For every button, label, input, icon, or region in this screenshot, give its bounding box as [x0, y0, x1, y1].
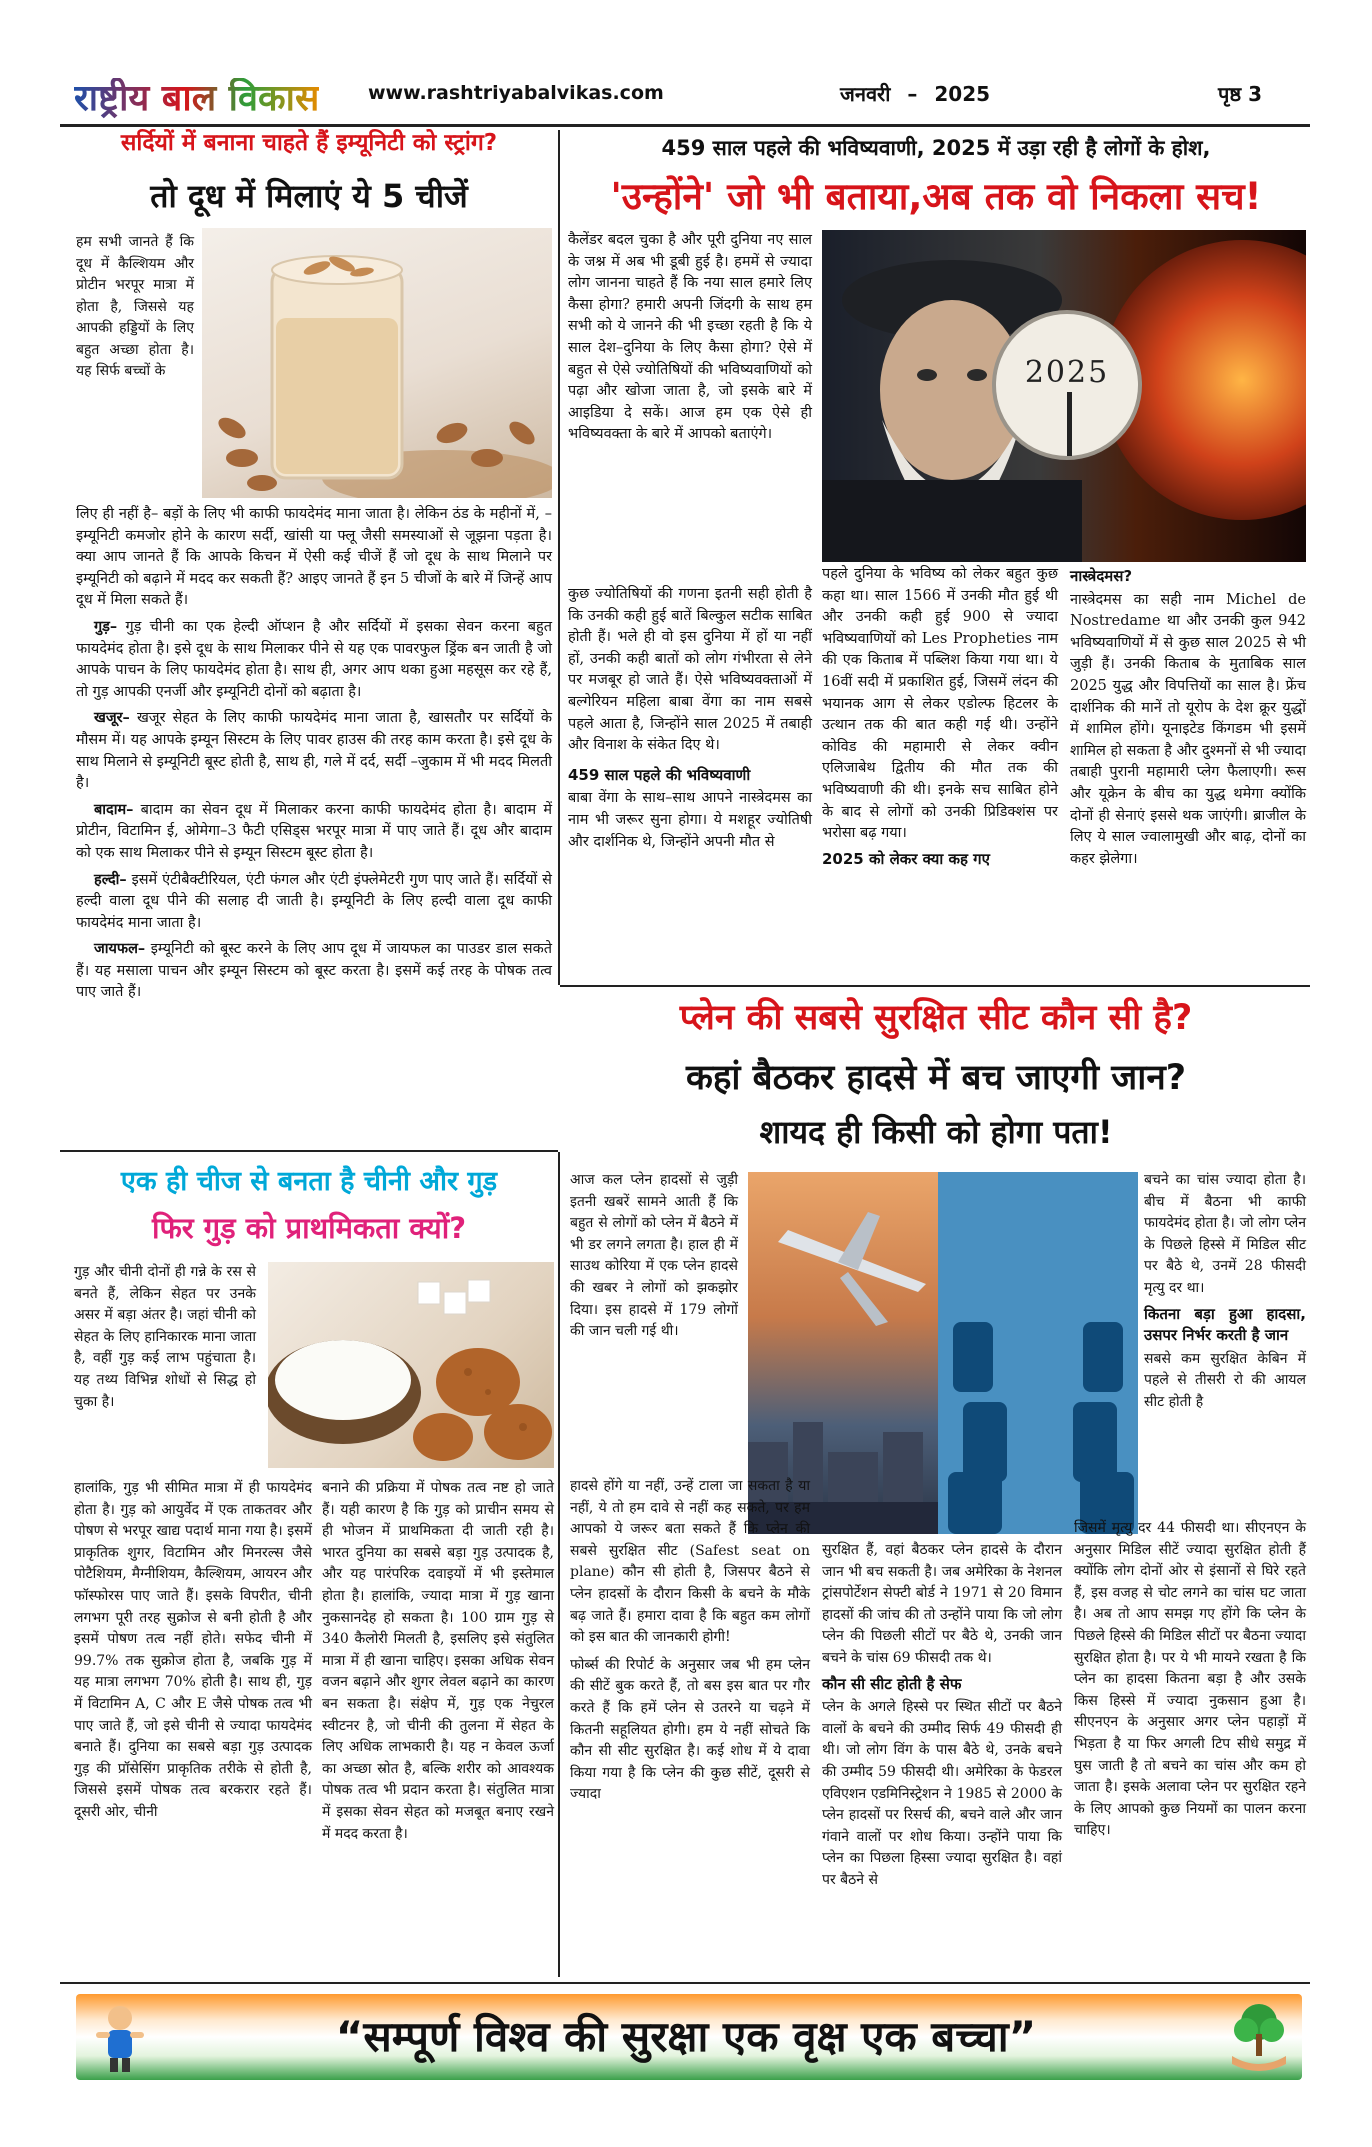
footer-rule	[60, 1982, 1310, 1984]
article3-col2-top: सुरक्षित हैं, वहां बैठकर प्लेन हादसे के दौरान जान भी बच सकती है। जब अमेरिका के नेशनल ट्रांसपोर्टेशन सेफ्टी बोर्ड ने 1971 से 20 विमान हादसों की जांच की तो उन्होंने पाया कि जो लोग प्लेन की पिछली सीटों पर बैठे थे, उनकी जान बचने के चांस 69 फीसदी तक थे।	[822, 1542, 1062, 1666]
article3-col1-more: फोर्ब्स की रिपोर्ट के अनुसार जब भी हम प्लेन की सीटें बुक करते हैं, तो बस इस बात पर गौर करते हैं कि हमें प्लेन से उतरने या चढ़ने में कितनी सहूलियत होगी। हम ये नहीं सोचते कि कौन सी सीट सुरक्षित है। कई शोध में ये दावा किया गया है कि प्लेन की कुछ सीटें, दूसरी से ज्यादा	[570, 1656, 810, 1803]
divider-right-horizontal	[560, 985, 1310, 987]
article3-col1-wrap: आज कल प्लेन हादसों से जुड़ी इतनी खबरें सामने आती हैं कि बहुत से लोगों को प्लेन में बैठने में भी डर लगने लगता है। हाल ही में साउथ कोरिया में एक प्लेन हादसे की खबर ने लोगों को झकझोर दिया। इस हादसे में 179 लोगों की जान चली गई थी।	[570, 1172, 738, 1340]
tree-in-hand-icon	[1224, 1998, 1294, 2076]
article3-col2	[822, 1540, 1062, 1892]
article1-item-jaggery: गुड़– गुड़ चीनी का एक हेल्दी ऑप्शन है और सर्दियों में इसका सेवन करना बहुत फायदेमंद होता है। इसे दूध के साथ मिलाकर पीने से यह एक पावरफुल ड्रिंक बन जाती है जो आपके पाचन के लिए फायदेमंद होता है। साथ ही, अगर आप थका हुआ महसूस कर रहे हैं, तो गुड़ आपकी एनर्जी और इम्यूनिटी दोनों को बढ़ाता है।	[76, 617, 552, 700]
article2-headline-top: 459 साल पहले की भविष्यवाणी, 2025 में उड़ा रही है लोगों के होश,	[661, 136, 1211, 160]
article2-col2	[822, 564, 1058, 870]
article1-headline: सर्दियों में बनाना चाहते हैं इम्यूनिटी को स्ट्रांग?	[120, 130, 498, 156]
article1-subhead: तो दूध में मिलाएं ये 5 चीजें	[150, 177, 468, 215]
article3-col2-bottom: प्लेन के अगले हिस्से पर स्थित सीटों पर बैठने वालों के बचने की उम्मीद सिर्फ 49 फीसदी ही थी। जो लोग विंग के पास बैठे थे, उनके बचने की उम्मीद 59 फीसदी थी। अमेरिका के फेडरल एविएशन एडमिनिस्ट्रेशन ने 1985 से 2000 के प्लेन हादसों पर रिसर्च की, बचने वाले और जान गंवाने वालों पर शोध किया। उन्होंने पाया कि प्लेन का पिछला हिस्सा ज्यादा सुरक्षित है। वहां पर बैठने से	[822, 1699, 1062, 1888]
issue-month: जनवरी	[840, 82, 891, 106]
article2-col1-bottom-text: कुछ ज्योतिषियों की गणना इतनी सही होती है कि उनकी कही हुई बातें बिल्कुल सटीक साबित होती हैं। भले ही वो इस दुनिया में हों या नहीं हों, उनकी कही बातों को लोग गंभीरता से लेने पर मजबूर हो जाते हैं। ऐसे भविष्यवक्ताओं में बल्गेरियन महिला बाबा वेंगा का नाम सबसे पहले आता है, जिन्होंने साल 2025 में तबाही और विनाश के संकेत दिए थे।	[568, 586, 812, 754]
article1-item-turmeric: हल्दी– इसमें एंटीबैक्टीरियल, एंटी फंगल और एंटी इंफ्लेमेटरी गुण पाए जाते हैं। सर्दियों से हल्दी वाला दूध पीने की सलाह दी जाती है। इम्यूनिटी के लिए हल्दी वाला दूध काफी फायदेमंद माना जाता है।	[76, 870, 552, 931]
article1-item-nutmeg: जायफल– इम्यूनिटी को बूस्ट करने के लिए आप दूध में जायफल का पाउडर डाल सकते हैं। यह मसाला पाचन और इम्यून सिस्टम को बूस्ट करता है। इसमें कई तरह के पोषक तत्व पाए जाते हैं।	[76, 940, 552, 1001]
article2-col3	[1070, 564, 1306, 870]
issue-date	[840, 80, 990, 107]
clock-dial	[992, 310, 1142, 460]
issue-dash: –	[907, 82, 918, 106]
article3-col1	[570, 1476, 810, 1806]
clock-dial-year: 2025	[1024, 355, 1110, 390]
logo-text: राष्ट्रीय बाल विकास	[74, 78, 320, 119]
footer-slogan: “सम्पूर्ण विश्व की सुरक्षा एक वृक्ष एक बच्चा”	[335, 2012, 1037, 2061]
divider-bottom-vertical	[558, 1152, 560, 1977]
clock-hand	[1067, 392, 1072, 456]
article3-col3-mid: सबसे कम सुरक्षित केबिन में पहले से तीसरी रो की आयल सीट होती है	[1144, 1350, 1306, 1410]
article1-item-dates: खजूर– खजूर सेहत के लिए काफी फायदेमंद माना जाता है, खासतौर पर सर्दियों के मौसम में। यह आपके इम्यून सिस्टम के लिए पावर हाउस की तरह काम करता है। इसे दूध के साथ मिलाने से इम्यूनिटी बूस्ट होती है, साथ ही, गले में दर्द, सर्दी –जुकाम में भी मदद मिलती है।	[76, 709, 552, 792]
article3-col3-full: जिसमें मृत्यु दर 44 फीसदी था। सीएनएन के अनुसार मिडिल सीटें ज्यादा सुरक्षित होती हैं क्योंकि लोग दोनों ओर से इंसानों से घिरे रहते हैं, इस वजह से चोट लगने का चांस घट जाता है। अब तो आप समझ गए होंगे कि प्लेन के पिछले हिस्से की मिडिल सीटों पर बैठना ज्यादा सुरक्षित होता है। पर ये भी मायने रखता है कि प्लेन का हादसा कितना बड़ा है और उसके किस हिस्से में ज्यादा नुकसान हुआ है। सीएनएन के अनुसार अगर प्लेन पहाड़ों में भिड़ता है या फिर अगली टिप सीधे समुद्र में घुस जाती है तो बचने का चांस और कम हो जाता है। इसके अलावा प्लेन पर सुरक्षित रहने के लिए आपको कुछ नियमों का पालन करना चाहिए।	[1074, 1520, 1306, 1839]
article3-headline1: प्लेन की सबसे सुरक्षित सीट कौन सी है?	[679, 998, 1193, 1038]
article1-item-almond: बादाम– बादाम का सेवन दूध में मिलाकर करना काफी फायदेमंद होता है। बादाम में प्रोटीन, विटामिन ई, ओमेगा–3 फैटी एसिड्स भरपूर मात्रा में पाए जाते हैं। दूध और बादाम को एक साथ मिलाकर पीने से इम्यून सिस्टम बूस्ट होता है।	[76, 800, 552, 861]
article4-headline2: फिर गुड़ को प्राथमिकता क्यों?	[151, 1211, 467, 1245]
website-link[interactable]: www.rashtriyabalvikas.com	[368, 82, 664, 104]
article2-col3-subhead: नास्त्रेदमस?	[1070, 567, 1133, 585]
issue-year: 2025	[934, 82, 991, 106]
divider-top-vertical	[558, 130, 560, 985]
header-rule	[60, 124, 1310, 127]
article4-col2: बनाने की प्रक्रिया में पोषक तत्व नष्ट हो जाते हैं। यही कारण है कि गुड़ को प्राचीन समय से ही भोजन में प्राथमिकता दी जाती रही है। भारत दुनिया का सबसे बड़ा गुड़ उत्पादक है, और यह पारंपरिक दवाइयों में भी इस्तेमाल होता है। हालांकि, ज्यादा मात्रा में गुड़ खाना नुकसानदेह हो सकता है। 100 ग्राम गुड़ से 340 कैलोरी मिलती है, इसलिए इसे संतुलित मात्रा में ही खाना चाहिए। इसका अधिक सेवन वजन बढ़ाने और शुगर लेवल बढ़ाने का कारण बन सकता है। संक्षेप में, गुड़ एक नेचुरल स्वीटनर है, जो चीनी की तुलना में सेहत के लिए अधिक लाभकारी है। यह न केवल ऊर्जा का अच्छा स्रोत है, बल्कि शरीर को आवश्यक पोषक तत्व भी प्रदान करता है। संतुलित मात्रा में इसका सेवन सेहत को मजबूत बनाए रखने में मदद करता है।	[322, 1480, 554, 1842]
article2-col1-top: कैलेंडर बदल चुका है और पूरी दुनिया नए साल के जश्न में अब भी डूबी हुई है। हममें से ज्यादा लोग जानना चाहते हैं कि नया साल हमारे लिए कैसा होगा? हमारी अपनी जिंदगी के साथ हम सभी को ये जानने की भी इच्छा रहती है कि ये साल देश–दुनिया के लिए कैसा होगा? ऐसे में बहुत से ऐसे ज्योतिषियों की भविष्यवाणियों को पढ़ा और खोजा जाता है, जो इसके बारे में आइडिया दे सकें। आज हम एक ऐसे ही भविष्यवक्ता के बारे में आपको बताएंगे।	[568, 232, 812, 443]
child-mascot-icon	[90, 2000, 150, 2074]
sugar-jaggery-image	[268, 1262, 554, 1468]
article3-col3-wrap	[1144, 1170, 1306, 1414]
milk-glass-illustration	[202, 228, 552, 498]
sugar-bowl-jaggery-illustration	[268, 1262, 554, 1468]
article3-col2-subhead: कौन सी सीट होती है सेफ	[822, 1674, 962, 1693]
article2-col1-bottom	[568, 584, 812, 853]
article2-headline-main: 'उन्होंने' जो भी बताया,अब तक वो निकला सच!	[610, 175, 1262, 218]
article2-col2-subhead: 2025 को लेकर क्या कह गए	[822, 849, 990, 868]
article1-intro-full: लिए ही नहीं है– बड़ों के लिए भी काफी फायदेमंद माना जाता है। लेकिन ठंड के महीनों में, –इम्यूनिटी कमजोर होने के कारण सर्दी, खांसी या फ्लू जैसी समस्याओं से जूझना पड़ता है। क्या आप जानते हैं कि आपके किचन में ऐसी कई चीजें हैं जो दूध के साथ मिलाने पर इम्यूनिटी को बढ़ाने में मदद कर सकती हैं? आइए जानते हैं इन 5 चीजों के बारे में जिन्हें आप दूध में मिला सकते हैं।	[76, 506, 552, 609]
masthead-logo	[74, 74, 354, 124]
article4-col1-full: हालांकि, गुड़ भी सीमित मात्रा में ही फायदेमंद होता है। गुड़ को आयुर्वेद में एक ताकतवर और पोषण से भरपूर खाद्य पदार्थ माना गया है। इसमें प्राकृतिक शुगर, विटामिन और मिनरल्स जैसे पोटैशियम, मैग्नीशियम, कैल्शियम, आयरन और फॉस्फोरस पाए जाते हैं। इसके विपरीत, चीनी लगभग पूरी तरह सुक्रोज से बनी होती है और इसमें पोषण तत्व नहीं होते। सफेद चीनी में 99.7% तक सुक्रोज होता है, जबकि गुड़ में यह मात्रा लगभग 70% होती है। साथ ही, गुड़ में विटामिन A, C और E जैसे पोषक तत्व भी पाए जाते हैं, जो इसे चीनी से ज्यादा फायदेमंद बनाते हैं। दुनिया का सबसे बड़ा गुड़ उत्पादक गुड़ की प्रॉसेसिंग प्राकृतिक तरीके से होती है, जिससे इसमें पोषक तत्व बरकरार रहते हैं। दूसरी ओर, चीनी	[74, 1480, 312, 1820]
article4-col1-wrap: गुड़ और चीनी दोनों ही गन्ने के रस से बनते हैं, लेकिन सेहत पर उनके असर में बड़ा अंतर है। जहां चीनी को सेहत के लिए हानिकारक माना जाता है, वहीं गुड़ कई लाभ पहुंचाता है। यह तथ्य विभिन्न शोधों से सिद्ध हो चुका है।	[74, 1264, 256, 1410]
article2-col3-text: नास्त्रेदमस का सही नाम Michel de Nostredame था और उनकी कुल 942 भविष्यवाणियों में से कुछ साल 2025 से भी जुड़ी हैं। उनकी किताब के मुताबिक साल 2025 युद्ध और विपत्तियों का साल है। फ्रेंच दार्शनिक की मानें तो यूरोप के देश क्रूर युद्धों में शामिल होंगे। यूनाइटेड किंगडम भी इसमें शामिल हो सकता है और दुश्मनों से भी ज्यादा तबाही पुरानी महामारी प्लेग फैलाएगी। रूस और यूक्रेन के बीच का युद्ध थमेगा क्योंकि दोनों ही सेनाएं इससे थक जाएंगी। ब्राजील के लिए ये साल ज्वालामुखी और बाढ़, दोनों का कहर झेलेगा।	[1070, 591, 1306, 867]
article2-col1-after: बाबा वेंगा के साथ–साथ आपने नास्त्रेदमस का नाम भी जरूर सुना होगा। ये मशहूर ज्योतिषी और दार्शनिक थे, जिन्होंने अपनी मौत से	[568, 790, 812, 850]
article4-headline1: एक ही चीज से बनता है चीनी और गुड़	[120, 1166, 498, 1197]
article1-body	[76, 504, 552, 1004]
article2-col1-subhead: 459 साल पहले की भविष्यवाणी	[568, 765, 751, 784]
article2-col2-text: पहले दुनिया के भविष्य को लेकर बहुत कुछ कहा था। साल 1566 में उनकी मौत हुई थी और उनकी कही हुई 900 से ज्यादा भविष्यवाणियों को Les Propheties नाम की एक किताब में पब्लिश किया गया था। ये 16वीं सदी में प्रकाशित हुई, जिसमें लंदन की भयानक आग से लेकर एडोल्फ हिटलर के उत्थान तक की बात कही गई थी। उन्होंने कोविड की महामारी से लेकर क्वीन एलिजाबेथ द्वितीय की मौत तक की भविष्यवाणी की थी। इनके सच साबित होने के बाद से लोगों को उनकी प्रिडिक्शंस पर भरोसा बढ़ गया।	[822, 566, 1058, 842]
article3-headline3: शायद ही किसी को होगा पता!	[759, 1113, 1113, 1151]
nostradamus-image	[822, 230, 1306, 562]
article3-headline2: कहां बैठकर हादसे में बच जाएगी जान?	[685, 1058, 1187, 1098]
milk-almond-image	[202, 228, 552, 498]
page-number: पृष्ठ 3	[1218, 82, 1263, 106]
footer-banner	[76, 1994, 1302, 2080]
article3-col3-subhead: कितना बड़ा हुआ हादसा, उसपर निर्भर करती है जान	[1144, 1304, 1306, 1345]
article1-intro-wrap: हम सभी जानते हैं कि दूध में कैल्शियम और प्रोटीन भरपूर मात्रा में होता है, जिससे यह आपकी हड्डियों के लिए बहुत अच्छा होता है। यह सिर्फ बच्चों के	[76, 234, 194, 379]
article3-col1-full: हादसे होंगे या नहीं, उन्हें टाला जा सकता है या नहीं, ये तो हम दावे से नहीं कह सकते, पर हम आपको ये जरूर बता सकते हैं कि प्लेन की सबसे सुरक्षित सीट (Safest seat on plane) कौन सी होती है, जिसपर बैठने से प्लेन हादसों के दौरान किसी के बचने के मौके बढ़ जाते हैं। हमारा दावा है कि बहुत कम लोगों को इस बात की जानकारी होगी!	[570, 1478, 810, 1646]
divider-left-horizontal	[60, 1150, 558, 1152]
article3-col3-top: बचने का चांस ज्यादा होता है। बीच में बैठना भी काफी फायदेमंद होता है। जो लोग प्लेन के पिछले हिस्से में मिडिल सीट पर बैठे थे, उनमें 28 फीसदी मृत्यु दर था।	[1144, 1172, 1306, 1296]
